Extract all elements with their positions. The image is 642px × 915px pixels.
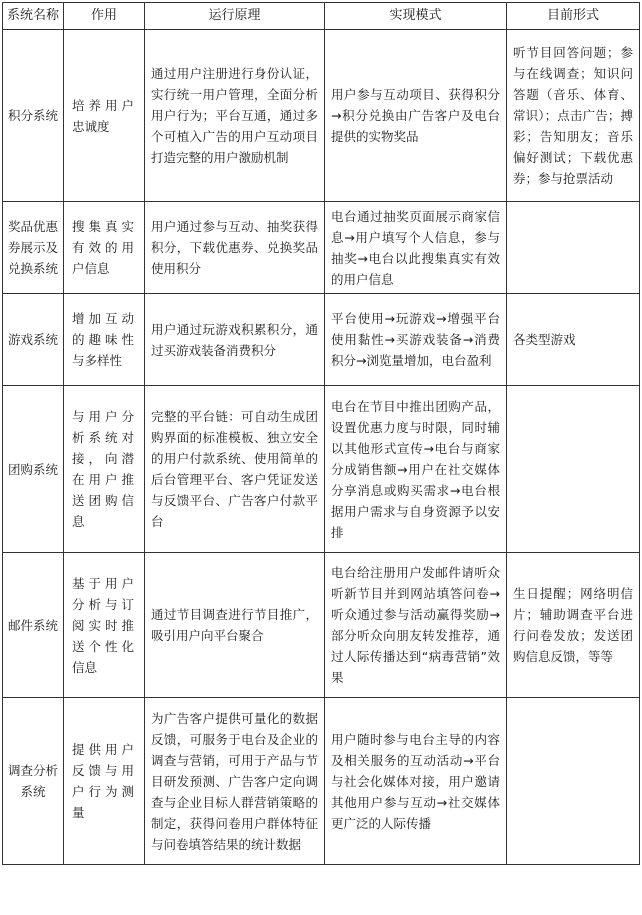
- system-name-cell: 邮件系统: [3, 553, 64, 698]
- mode-cell: 电台在节目中推出团购产品，设置优惠力度与时限，同时辅以其他形式宣传→电台与商家分成销售额→用户在社交媒体分享消息或购买需求→电台根据用户需求与自身资源予以安排: [325, 386, 507, 553]
- function-cell: 增加互动的趣味性与多样性: [64, 294, 145, 386]
- system-name-cell: 调查分析系统: [3, 698, 64, 865]
- system-name-cell: 积分系统: [3, 30, 64, 202]
- principle-cell: 用户通过玩游戏积累积分，通过买游戏装备消费积分: [145, 294, 325, 386]
- header-form: 目前形式: [507, 3, 640, 30]
- principle-cell: 为广告客户提供可量化的数据反馈，可服务于电台及企业的调查与营销，可用于产品与节目研发预测、广告客户定向调查与企业目标人群营销策略的制定，获得问卷用户群体特征与问卷填答结果的统计数据: [145, 698, 325, 865]
- mode-cell: 用户随时参与电台主导的内容及相关服务的互动活动→平台与社会化媒体对接，用户邀请其他用户参与互动→社交媒体更广泛的人际传播: [325, 698, 507, 865]
- system-name-cell: 团购系统: [3, 386, 64, 553]
- table-header-row: [3, 3, 640, 30]
- form-cell: 生日提醒；网络明信片；辅助调查平台进行问卷发放；发送团购信息反馈，等等: [507, 553, 640, 698]
- principle-cell: 用户通过参与互动、抽奖获得积分，下载优惠券、兑换奖品使用积分: [145, 202, 325, 294]
- function-cell: 提供用户反馈与用户行为测量: [64, 698, 145, 865]
- systems-table: [2, 2, 640, 865]
- function-cell: 搜集真实有效的用户信息: [64, 202, 145, 294]
- table-row: [3, 698, 640, 865]
- form-cell: 听节目回答问题；参与在线调查；知识问答题（音乐、体育、常识）；点击广告；搏彩；告知朋友；音乐偏好测试；下载优惠券；参与抢票活动: [507, 30, 640, 202]
- form-cell: [507, 202, 640, 294]
- principle-cell: 通过用户注册进行身份认证，实行统一用户管理，全面分析用户行为；平台互通，通过多个可植入广告的用户互动项目打造完整的用户激励机制: [145, 30, 325, 202]
- table-row: [3, 202, 640, 294]
- header-principle: 运行原理: [145, 3, 325, 30]
- form-cell: [507, 698, 640, 865]
- principle-cell: 通过节目调查进行节目推广，吸引用户向平台聚合: [145, 553, 325, 698]
- table-row: [3, 386, 640, 553]
- header-mode: 实现模式: [325, 3, 507, 30]
- header-function: 作用: [64, 3, 145, 30]
- principle-cell: 完整的平台链：可自动生成团购界面的标准模板、独立安全的用户付款系统、使用简单的后台管理平台、客户凭证发送与反馈平台、广告客户付款平台: [145, 386, 325, 553]
- system-name-cell: 游戏系统: [3, 294, 64, 386]
- table-row: [3, 30, 640, 202]
- table-row: [3, 553, 640, 698]
- mode-cell: 电台给注册用户发邮件请听众听新节目并到网站填答问卷→听众通过参与活动赢得奖励→部分听众向朋友转发推荐，通过人际传播达到“病毒营销”效果: [325, 553, 507, 698]
- mode-cell: 用户参与互动项目、获得积分→积分兑换由广告客户及电台提供的实物奖品: [325, 30, 507, 202]
- form-cell: 各类型游戏: [507, 294, 640, 386]
- table-row: [3, 294, 640, 386]
- mode-cell: 平台使用→玩游戏→增强平台使用黏性→买游戏装备→消费积分→浏览量增加，电台盈利: [325, 294, 507, 386]
- mode-cell: 电台通过抽奖页面展示商家信息→用户填写个人信息，参与抽奖→电台以此搜集真实有效的用户信息: [325, 202, 507, 294]
- form-cell: [507, 386, 640, 553]
- header-name: 系统名称: [3, 3, 64, 30]
- function-cell: 培养用户忠诚度: [64, 30, 145, 202]
- system-name-cell: 奖品优惠券展示及兑换系统: [3, 202, 64, 294]
- function-cell: 基于用户分析与订阅实时推送个性化信息: [64, 553, 145, 698]
- function-cell: 与用户分析系统对接，向潜在用户推送团购信息: [64, 386, 145, 553]
